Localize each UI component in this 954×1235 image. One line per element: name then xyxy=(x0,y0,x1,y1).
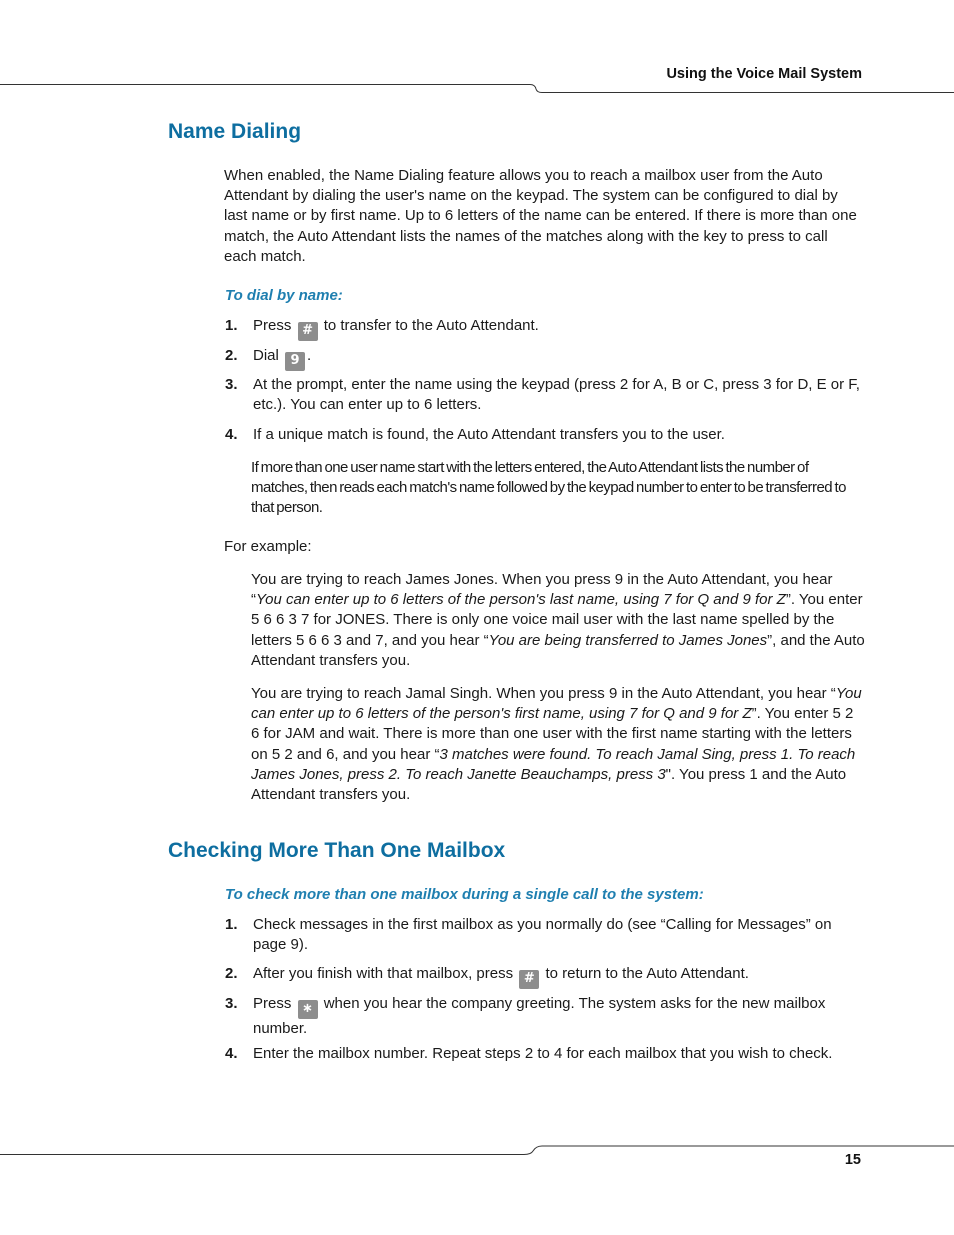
running-header: Using the Voice Mail System xyxy=(666,66,862,82)
example-prompt: You can enter up to 6 letters of the person's last name, using 7 for Q and 9 for Z xyxy=(256,591,786,609)
example-text: You are trying to reach Jamal Singh. When you press 9 in the Auto Attendant, you hear “ xyxy=(251,685,836,702)
step-1 xyxy=(225,915,865,955)
step-text: . xyxy=(307,347,312,364)
step-3 xyxy=(225,375,865,415)
step-1 xyxy=(225,316,865,341)
example-prompt: You are being transferred to James Jones xyxy=(488,631,768,649)
step-text: Press xyxy=(253,317,292,334)
step-number: 3. xyxy=(225,376,238,393)
step-number: 2. xyxy=(225,347,238,364)
step-3 xyxy=(225,994,865,1039)
footer-rule xyxy=(0,1142,954,1156)
step-4-note: If more than one user name start with the letters entered, the Auto Attendant lists the number of matches, then reads each match's name followed by the keypad number to enter to be transferred to that person. xyxy=(251,459,846,517)
header-rule xyxy=(0,82,954,96)
step-4 xyxy=(225,425,865,445)
step-text: Dial xyxy=(253,347,279,364)
step-text: Enter the mailbox number. Repeat steps 2 to 4 for each mailbox that you wish to check. xyxy=(253,1045,833,1062)
pound-key-icon: # xyxy=(298,322,318,341)
example-prompt: 3 matches were found. To reach Jamal Sing, press 1. To reach James Jones, press 2. To reach Janette Beauchamps, press 3 xyxy=(251,745,856,783)
procedure-title-check-mailboxes: To check more than one mailbox during a single call to the system: xyxy=(225,886,704,903)
example-jamal-singh xyxy=(251,684,865,805)
step-text: to transfer to the Auto Attendant. xyxy=(323,317,539,334)
step-text: At the prompt, enter the name using the keypad (press 2 for A, B or C, press 3 for D, E or F, etc.). You can enter up to 6 letters. xyxy=(253,376,860,414)
example-text: ”. You enter 5 2 6 for JAM and wait. There is more than one user with the first name starting with the letters on 5 2 and 6, and you hear “ xyxy=(251,705,854,763)
pound-key-icon: # xyxy=(519,970,539,989)
step-text: to return to the Auto Attendant. xyxy=(545,965,749,982)
step-2 xyxy=(225,346,865,371)
step-number: 1. xyxy=(225,317,238,334)
step-number: 2. xyxy=(225,965,238,982)
intro-paragraph: When enabled, the Name Dialing feature allows you to reach a mailbox user from the Auto Attendant by dialing the user's name on the keypad. The system can be configured to dial by last name or by first name. Up to 6 letters of the name can be entered. If there is more than one match, the Auto Attendant lists the names of the matches along with the key to press to call each match. xyxy=(224,167,857,265)
nine-key-icon: 9 xyxy=(285,352,305,371)
step-number: 1. xyxy=(225,916,238,933)
for-example-label: For example: xyxy=(224,538,312,555)
step-number: 4. xyxy=(225,426,238,443)
step-number: 4. xyxy=(225,1045,238,1062)
example-text: ”. You enter 5 6 6 3 7 for JONES. There is only one voice mail user with the last name spelled by the letters 5 6 6 3 and 7, and you hear “ xyxy=(251,591,863,649)
example-text: ". You press 1 and the Auto Attendant transfers you. xyxy=(251,765,847,804)
step-number: 3. xyxy=(225,995,238,1012)
step-text: If a unique match is found, the Auto Attendant transfers you to the user. xyxy=(253,426,725,443)
page-number: 15 xyxy=(844,1152,861,1168)
step-text: Check messages in the first mailbox as you normally do (see “Calling for Messages” on page 9). xyxy=(253,916,832,954)
procedure-title-dial-by-name: To dial by name: xyxy=(225,287,343,304)
step-text: After you finish with that mailbox, press xyxy=(253,965,514,982)
example-text: You are trying to reach James Jones. When you press 9 in the Auto Attendant, you hear “ xyxy=(251,571,833,609)
star-key-icon: ∗ xyxy=(298,1000,318,1019)
step-text: when you hear the company greeting. The system asks for the new mailbox number. xyxy=(253,995,826,1037)
section-heading-name-dialing: Name Dialing xyxy=(168,120,302,143)
step-text: Press xyxy=(253,995,292,1012)
example-text: ”, and the Auto Attendant transfers you. xyxy=(251,631,865,669)
example-james-jones xyxy=(251,570,865,671)
example-prompt: You can enter up to 6 letters of the person's first name, using 7 for Q and 9 for Z xyxy=(251,685,862,723)
step-4 xyxy=(225,1044,865,1064)
section-heading-checking-mailboxes: Checking More Than One Mailbox xyxy=(168,839,506,862)
step-2 xyxy=(225,964,865,989)
